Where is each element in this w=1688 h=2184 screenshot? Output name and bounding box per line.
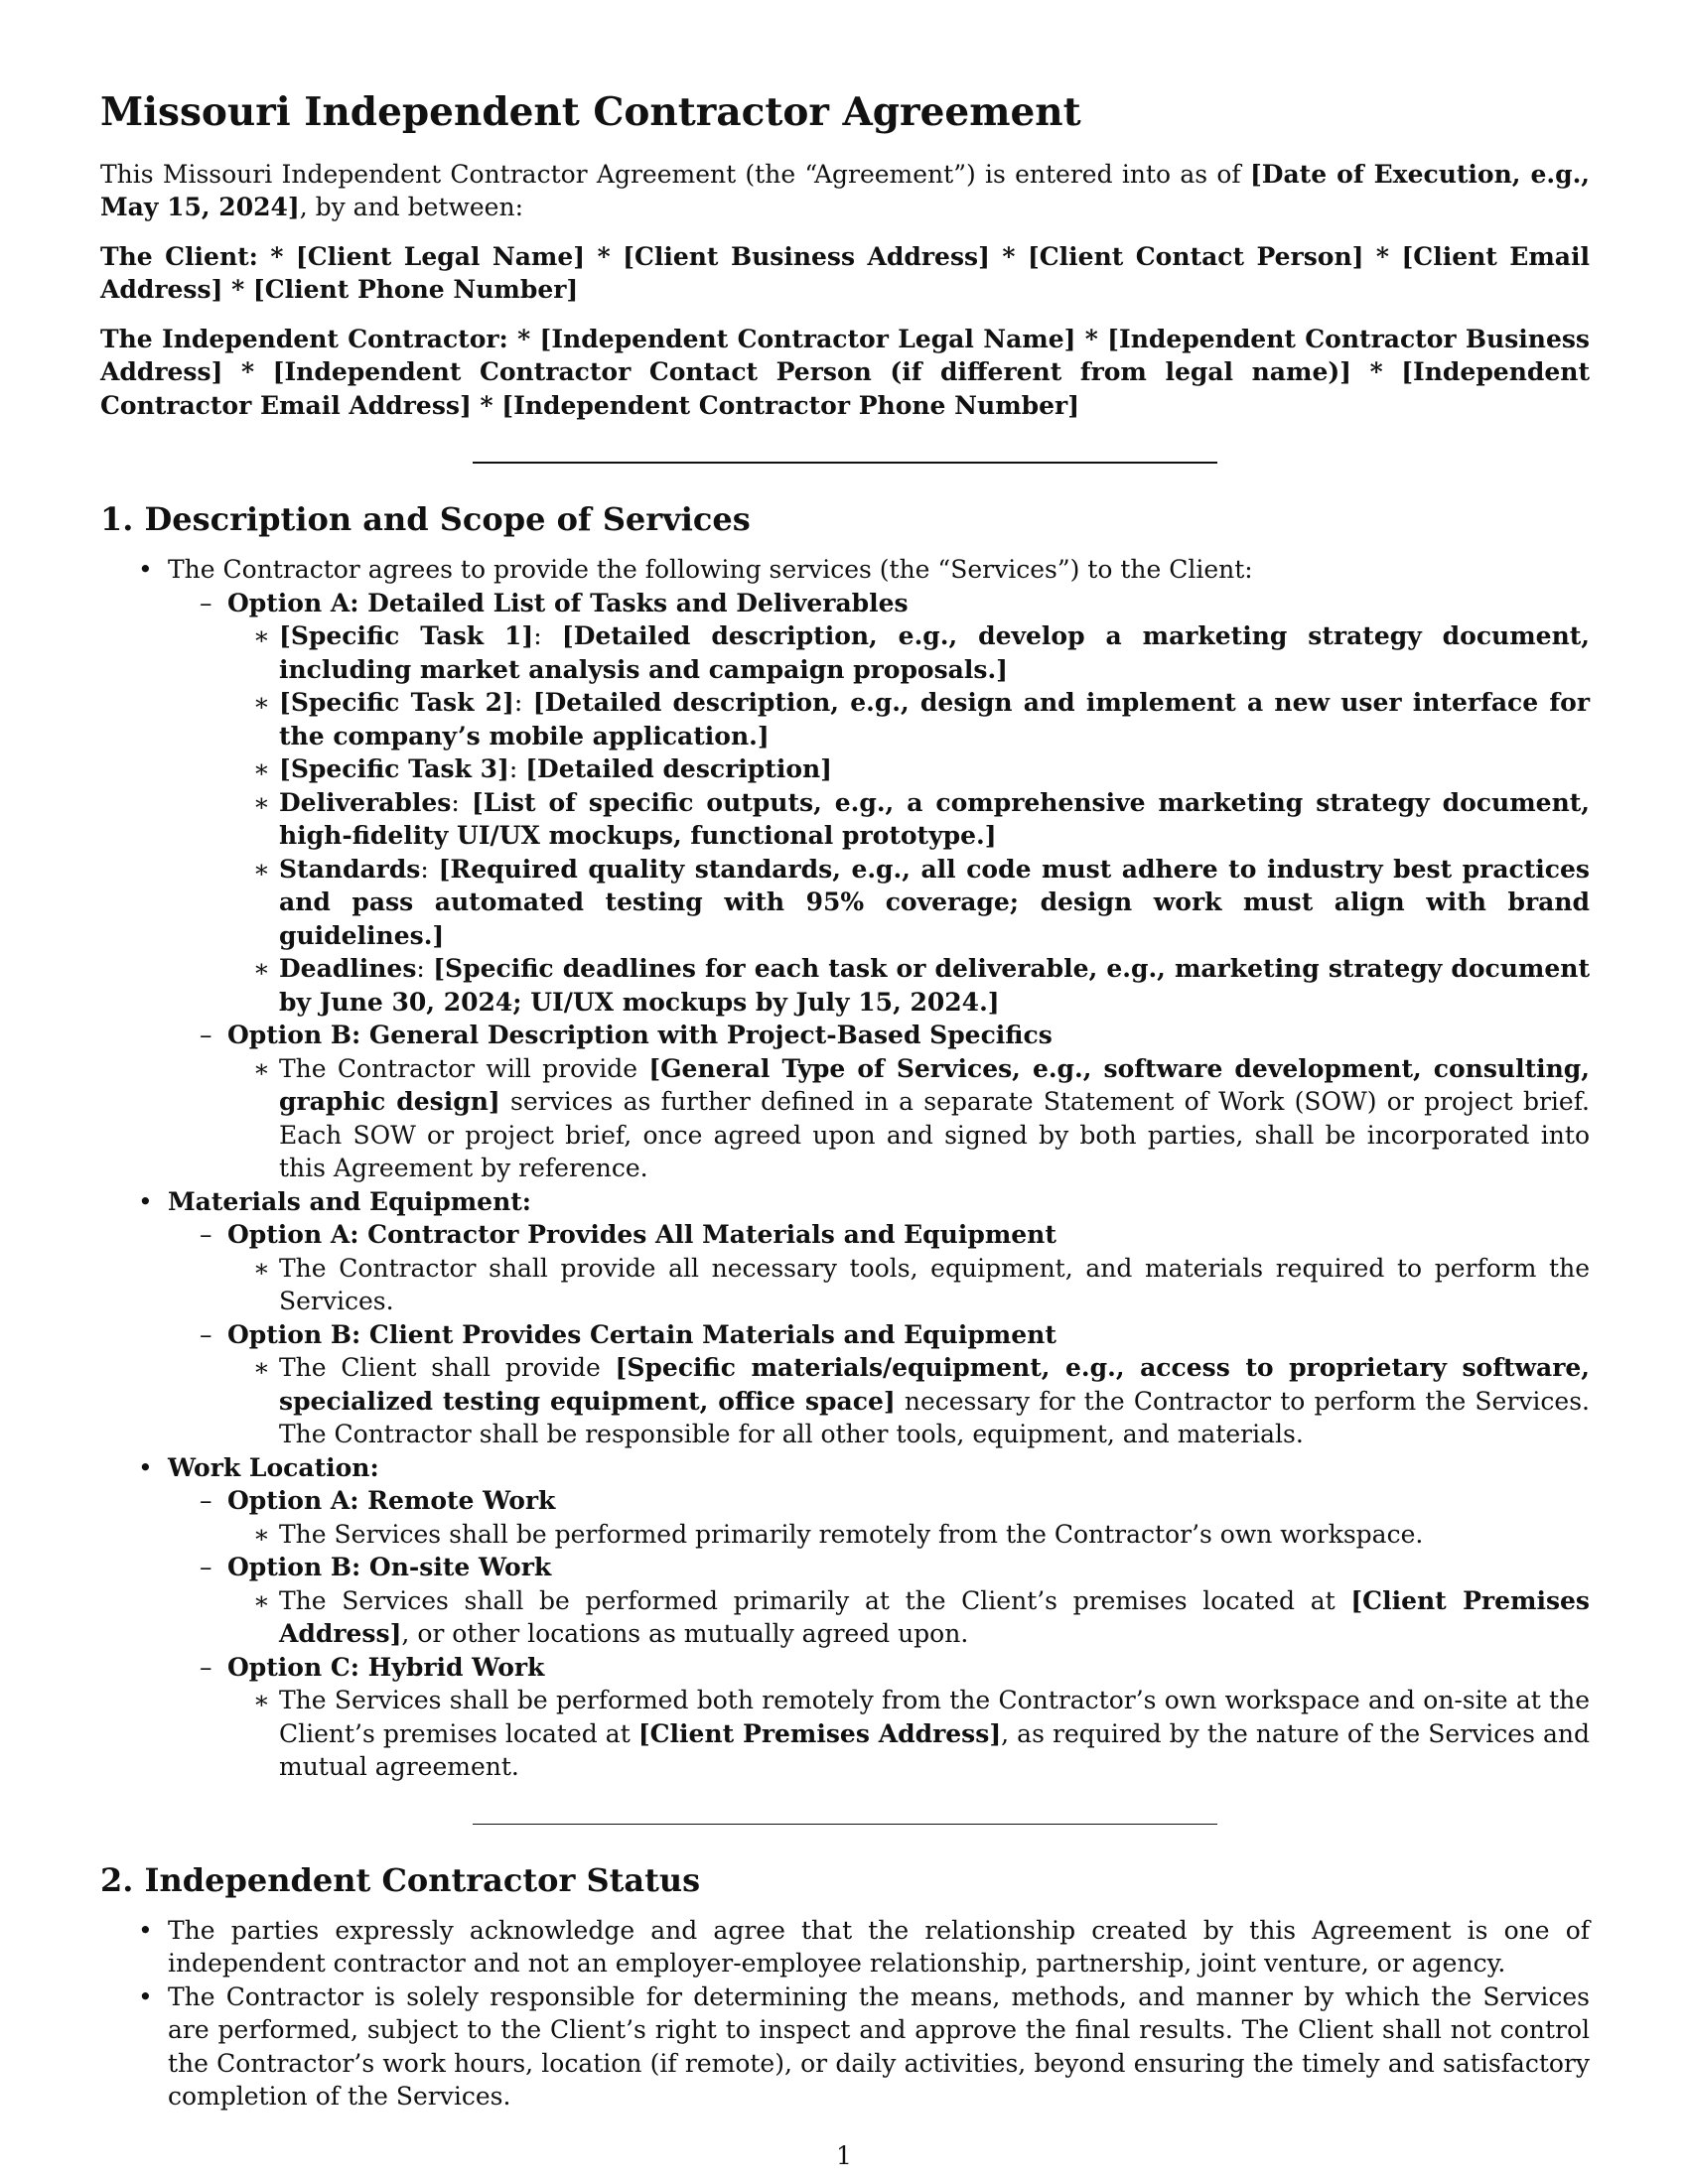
client-details: The Client: * [Client Legal Name] * [Client Business Address] * [Client Contact Person] * [Client Email Address] * [Client Phone Number] bbox=[100, 241, 1590, 305]
work-location-options bbox=[168, 1484, 1590, 1784]
option-a-label: Option A: Detailed List of Tasks and Deliverables bbox=[227, 588, 909, 617]
document-title: Missouri Independent Contractor Agreement bbox=[100, 89, 1081, 135]
list-item bbox=[100, 1451, 1590, 1784]
option-b-label: Option B: General Description with Project-Based Specifics bbox=[227, 1021, 1053, 1050]
list-item: • The Contractor is solely responsible for determining the means, methods, and manner by which the Services are performed, subject to the Client’s right to inspect and approve the final results. The Client shall not control the Contractor’s work hours, location (if remote), or daily activities, beyond ensuring the timely and satisfactory completion of the Services. bbox=[100, 1980, 1590, 2114]
list-item: ∗ The Client shall provide [Specific materials/equipment, e.g., access to proprietary software, specialized testing equipment, office space] necessary for the Contractor to perform the Services. The Contractor shall be responsible for all other tools, equipment, and materials. bbox=[227, 1351, 1590, 1451]
task-1-description: [Detailed description, e.g., develop a marketing strategy document, including market analysis and campaign proposals.] bbox=[279, 621, 1590, 684]
task-2-term: [Specific Task 2] bbox=[279, 688, 514, 718]
list-item bbox=[168, 1551, 1590, 1651]
contractor-details: The Independent Contractor: * [Independent Contractor Legal Name] * [Independent Contractor Business Address] * [Independent Contractor Contact Person (if different from legal name)] * [Independent Contractor Email Address] * [Independent Contractor Phone Number] bbox=[100, 324, 1590, 420]
list-item: ∗ The Contractor shall provide all necessary tools, equipment, and materials required to perform the Services. bbox=[227, 1252, 1590, 1318]
section-divider bbox=[473, 1824, 1217, 1825]
services-intro: The Contractor agrees to provide the following services (the “Services”) to the Client: bbox=[168, 555, 1253, 585]
list-item bbox=[100, 1185, 1590, 1451]
list-item: ∗ Standards: [Required quality standards, e.g., all code must adhere to industry best practices and pass automated testing with 95% coverage; design work must align with brand guidelines.] bbox=[227, 853, 1590, 953]
task-2-description: [Detailed description, e.g., design and implement a new user interface for the company’s mobile application.] bbox=[279, 688, 1590, 751]
list-item: ∗ Deadlines: [Specific deadlines for each task or deliverable, e.g., marketing strategy document by June 30, 2024; UI/UX mockups by July 15, 2024.] bbox=[227, 952, 1590, 1019]
list-item bbox=[168, 587, 1590, 1020]
location-option-a-label: Option A: Remote Work bbox=[227, 1486, 556, 1516]
list-item: ∗ The Services shall be performed primarily at the Client’s premises located at [Client Premises Address], or other locations as mutually agreed upon. bbox=[227, 1584, 1590, 1651]
section-2-heading: 2. Independent Contractor Status bbox=[100, 1860, 701, 1899]
section-2-list bbox=[100, 1914, 1590, 2114]
list-item: ∗ [Specific Task 3]: [Detailed description] bbox=[227, 752, 1590, 786]
option-a-items bbox=[227, 619, 1590, 1019]
document-page bbox=[100, 81, 1590, 2114]
list-item: ∗ [Specific Task 2]: [Detailed description, e.g., design and implement a new user interface for the company’s mobile application.] bbox=[227, 686, 1590, 752]
section-1-heading: 1. Description and Scope of Services bbox=[100, 500, 751, 539]
list-item: • The parties expressly acknowledge and agree that the relationship created by this Agreement is one of independent contractor and not an employer-employee relationship, partnership, joint venture, or agency. bbox=[100, 1914, 1590, 1980]
materials-label: Materials and Equipment: bbox=[168, 1186, 532, 1216]
intro-text: This Missouri Independent Contractor Agreement (the “Agreement”) is entered into as of bbox=[100, 159, 1250, 189]
materials-option-a-label: Option A: Contractor Provides All Materials and Equipment bbox=[227, 1220, 1056, 1250]
section-1-list bbox=[100, 553, 1590, 1784]
deadlines-description: [Specific deadlines for each task or deliverable, e.g., marketing strategy document by June 30, 2024; UI/UX mockups by July 15, 2024.] bbox=[279, 954, 1591, 1017]
contractor-parties-paragraph bbox=[100, 323, 1590, 423]
deliverables-term: Deliverables bbox=[279, 787, 452, 817]
list-item bbox=[168, 1484, 1590, 1551]
list-item bbox=[168, 1019, 1590, 1185]
materials-option-b-label: Option B: Client Provides Certain Materials and Equipment bbox=[227, 1319, 1056, 1349]
services-options bbox=[168, 587, 1590, 1185]
task-3-description: [Detailed description] bbox=[525, 754, 833, 784]
premises-address-placeholder: [Client Premises Address] bbox=[637, 1718, 1002, 1748]
work-location-label: Work Location: bbox=[168, 1452, 379, 1482]
page-number: 1 bbox=[836, 2141, 852, 2170]
client-parties-paragraph bbox=[100, 240, 1590, 307]
materials-placeholder: [Specific materials/equipment, e.g., access to proprietary software, specialized testing equipment, office space] bbox=[279, 1353, 1591, 1416]
deadlines-term: Deadlines bbox=[279, 954, 417, 984]
intro-text-end: , by and between: bbox=[299, 193, 523, 222]
task-3-term: [Specific Task 3] bbox=[279, 754, 509, 784]
task-1-term: [Specific Task 1] bbox=[279, 621, 534, 651]
services-type-placeholder: [General Type of Services, e.g., software development, consulting, graphic design] bbox=[279, 1053, 1590, 1117]
list-item: ∗ Deliverables: [List of specific outputs, e.g., a comprehensive marketing strategy document, high-fidelity UI/UX mockups, functional prototype.] bbox=[227, 786, 1590, 853]
option-b-items bbox=[227, 1052, 1590, 1185]
list-item: ∗ [Specific Task 1]: [Detailed description, e.g., develop a marketing strategy document, including market analysis and campaign proposals.] bbox=[227, 619, 1590, 686]
standards-term: Standards bbox=[279, 854, 421, 884]
list-item bbox=[168, 1318, 1590, 1451]
execution-date-placeholder: [Date of Execution, e.g., May 15, 2024] bbox=[100, 159, 1591, 222]
list-item: ∗ The Services shall be performed both remotely from the Contractor’s own workspace and on-site at the Client’s premises located at [Client Premises Address], as required by the nature of the Services and mutual agreement. bbox=[227, 1684, 1590, 1784]
intro-paragraph bbox=[100, 158, 1590, 224]
list-item: ∗ The Services shall be performed primarily remotely from the Contractor’s own workspace. bbox=[227, 1518, 1590, 1552]
list-item bbox=[100, 553, 1590, 1185]
location-option-c-label: Option C: Hybrid Work bbox=[227, 1652, 545, 1682]
standards-description: [Required quality standards, e.g., all code must adhere to industry best practices and pass automated testing with 95% coverage; design work must align with brand guidelines.] bbox=[279, 854, 1590, 950]
deliverables-description: [List of specific outputs, e.g., a comprehensive marketing strategy document, high-fidelity UI/UX mockups, functional prototype.] bbox=[279, 787, 1590, 851]
materials-options bbox=[168, 1218, 1590, 1451]
list-item bbox=[168, 1651, 1590, 1784]
list-item bbox=[168, 1218, 1590, 1318]
list-item: ∗ The Contractor will provide [General Type of Services, e.g., software development, consulting, graphic design] services as further defined in a separate Statement of Work (SOW) or project brief. Each SOW or project brief, once agreed upon and signed by both parties, shall be incorporated into this Agreement by reference. bbox=[227, 1052, 1590, 1185]
location-option-b-label: Option B: On-site Work bbox=[227, 1553, 552, 1582]
section-divider bbox=[473, 462, 1217, 464]
premises-address-placeholder: [Client Premises Address] bbox=[279, 1585, 1590, 1649]
